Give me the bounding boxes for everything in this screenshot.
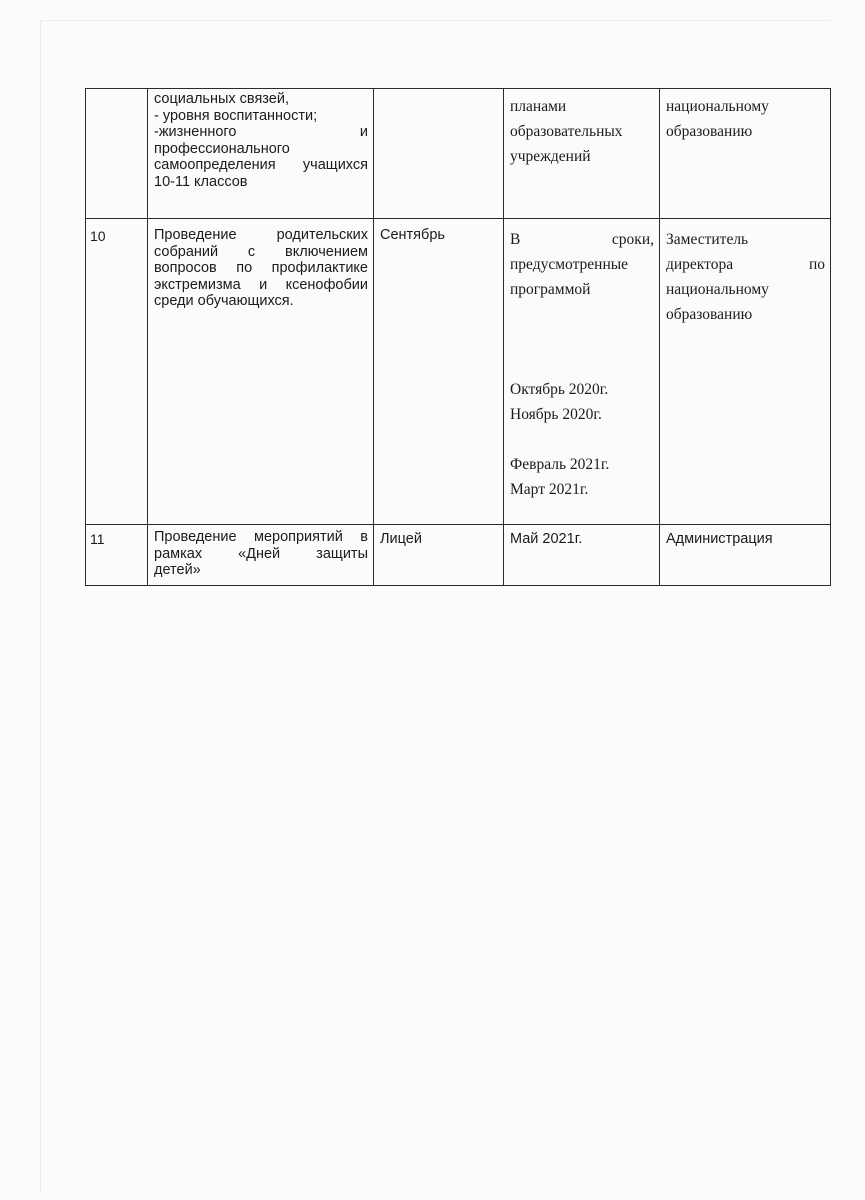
table-row [86,89,831,219]
date-cell: Лицей [374,525,504,586]
responsible-cell [660,89,831,219]
event-line: 10-11 классов [154,173,248,190]
event-line: профессионального [154,140,290,157]
row-number-cell: 10 [86,219,148,525]
event-line: вопросов по профилактике [154,260,368,276]
responsible-line: директора по [666,256,825,273]
spacer [510,427,654,452]
spacer [510,327,654,352]
term-date: Февраль 2021г. [510,456,610,473]
date-cell: Сентябрь [374,219,504,525]
responsible-line: образованию [666,306,753,323]
term-line: планами [510,98,567,115]
term-date: Ноябрь 2020г. [510,406,602,423]
responsible-cell [660,219,831,525]
event-line: Проведение родительских [154,227,368,243]
term-date: Октябрь 2020г. [510,381,609,398]
event-line: Проведение мероприятий в [154,529,368,545]
event-line: экстремизма и ксенофобии [154,276,368,293]
term-cell: Май 2021г. [504,525,660,586]
term-line: В сроки, [510,231,654,248]
table-row [86,219,831,525]
responsible-line: образованию [666,123,753,140]
term-cell [504,89,660,219]
row-number-cell [86,89,148,219]
term-line: программой [510,281,591,298]
event-line: -жизненного и [154,124,368,140]
term-line: предусмотренные [510,256,629,273]
event-cell [148,89,374,219]
spacer [510,352,654,377]
event-line: рамках «Дней защиты [154,545,368,562]
responsible-line: национальному [666,281,769,298]
event-line: детей» [154,562,201,578]
table-row [86,525,831,586]
event-line: самоопределения учащихся [154,157,368,173]
term-date: Март 2021г. [510,481,589,498]
term-line: учреждений [510,148,591,165]
row-number-cell: 11 [86,525,148,586]
event-cell [148,219,374,525]
responsible-cell: Администрация [660,525,831,586]
events-plan-table [85,88,831,586]
event-line: социальных связей, [154,91,289,107]
event-line: среди обучающихся. [154,293,294,309]
event-line: собраний с включением [154,243,368,260]
term-cell [504,219,660,525]
responsible-line: национальному [666,98,769,115]
event-line: - уровня воспитанности; [154,107,318,124]
date-cell [374,89,504,219]
event-cell [148,525,374,586]
responsible-line: Заместитель [666,231,749,248]
term-line: образовательных [510,123,623,140]
spacer [510,302,654,327]
